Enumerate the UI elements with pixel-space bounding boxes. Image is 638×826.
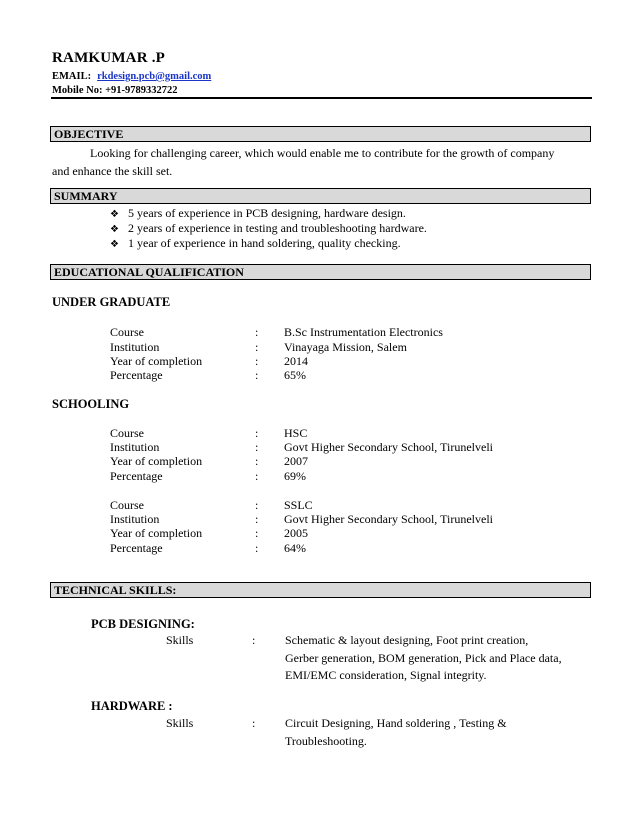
objective-text: [52, 144, 590, 180]
diamond-bullet-icon: ❖: [110, 224, 119, 235]
candidate-name: RAMKUMAR .P: [52, 50, 166, 66]
email-link[interactable]: rkdesign.pcb@gmail.com: [97, 71, 212, 82]
mobile-line: Mobile No: +91-9789332722: [52, 85, 178, 96]
header-divider: [51, 97, 592, 99]
diamond-bullet-icon: ❖: [110, 209, 119, 220]
undergraduate-heading: UNDER GRADUATE: [52, 295, 171, 309]
diamond-bullet-icon: ❖: [110, 239, 119, 250]
email-label: EMAIL:: [52, 71, 92, 82]
hardware-heading: HARDWARE :: [91, 699, 173, 713]
technical-skills-heading: TECHNICAL SKILLS:: [50, 582, 591, 598]
objective-line-1: Looking for challenging career, which would enable me to contribute for the growth of company: [90, 146, 555, 160]
education-heading: EDUCATIONAL QUALIFICATION: [50, 264, 591, 280]
email-line: [52, 71, 211, 82]
schooling-heading: SCHOOLING: [52, 397, 130, 411]
objective-heading: OBJECTIVE: [50, 126, 591, 142]
pcb-designing-heading: PCB DESIGNING:: [91, 617, 195, 631]
summary-item: ❖ 1 year of experience in hand soldering, quality checking.: [110, 236, 401, 250]
summary-item: ❖ 5 years of experience in PCB designing, hardware design.: [110, 206, 406, 220]
summary-heading: SUMMARY: [50, 188, 591, 204]
summary-item: ❖ 2 years of experience in testing and troubleshooting hardware.: [110, 221, 427, 235]
objective-line-2: and enhance the skill set.: [52, 164, 173, 178]
